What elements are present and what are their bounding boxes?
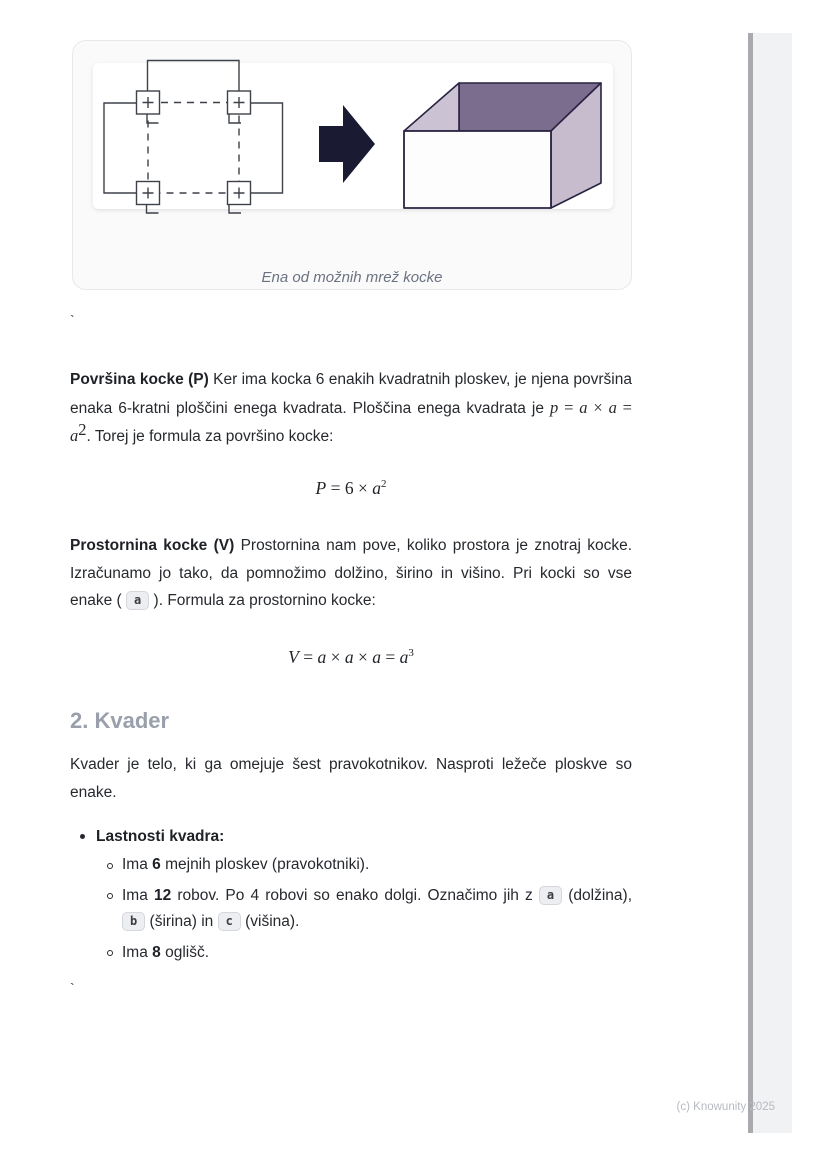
text-segment: (dolžina),: [562, 886, 633, 904]
inline-code-chip: b: [122, 912, 145, 931]
text-segment: ). Formula za prostornino kocke:: [149, 592, 376, 609]
text-segment: robov. Po 4 robovi so enako dolgi. Označimo jih z: [171, 886, 539, 904]
circle-bullet-icon: [107, 893, 113, 899]
text-segment: . Torej je formula za površino kocke:: [86, 428, 334, 445]
list-item-vertices: [70, 940, 632, 967]
text-segment: (širina) in: [145, 913, 218, 930]
paragraph-kvader-intro: [70, 751, 632, 806]
text-segment: Prostornina nam pove, koliko prostora je znotraj kocke. Izračunamo jo tako, da pomnožimo dolžino, širino in višino. Pri kocki so vse enake (: [70, 537, 633, 609]
text-segment: 12: [153, 886, 172, 904]
text-segment: Prostornina kocke (V): [70, 537, 241, 554]
text-segment: a: [70, 426, 79, 445]
superscript: 2: [78, 419, 87, 439]
formula-surface-area: [70, 476, 632, 500]
text-segment: Kvader je telo, ki ga omejuje šest pravokotnikov. Nasproti ležeče ploskve so enake.: [70, 756, 632, 801]
scrollbar-track[interactable]: [753, 33, 792, 1133]
formula-volume: [70, 645, 632, 669]
text-segment: V: [288, 647, 299, 667]
inline-code-chip: a: [539, 886, 562, 905]
section-heading-kvader: 2. Kvader: [70, 708, 170, 733]
list-item-text: [122, 944, 209, 961]
text-segment: a: [372, 478, 381, 498]
scrollbar-thumb[interactable]: [748, 33, 753, 1133]
text-segment: 8: [152, 943, 161, 961]
text-segment: Površina kocke (P): [70, 371, 214, 388]
text-segment: Ima: [122, 856, 153, 873]
figure-card: [72, 40, 632, 290]
stray-backtick: `: [70, 312, 75, 328]
text-segment: P: [315, 478, 327, 498]
circle-bullet-icon: [107, 863, 113, 869]
circle-bullet-icon: [107, 950, 113, 956]
properties-list: [70, 823, 632, 970]
superscript: 3: [408, 647, 414, 660]
bullet-icon: [80, 834, 85, 839]
text-segment: Ima: [122, 886, 154, 904]
text-segment: ×: [353, 647, 373, 667]
text-segment: oglišč.: [160, 943, 210, 961]
copyright-text: (c) Knowunity 2025: [676, 1101, 775, 1113]
text-segment: a: [344, 647, 354, 667]
text-segment: ×: [326, 647, 345, 667]
text-segment: Ima: [122, 943, 153, 961]
text-segment: =: [616, 397, 632, 417]
text-segment: Ker ima kocka 6 enakih kvadratnih ploskev, je njena površina enaka 6-kratni ploščini enega kvadrata. Ploščina enega kvadrata je: [70, 371, 632, 417]
superscript: 2: [380, 478, 387, 491]
box-front-face: [404, 131, 551, 208]
list-item-faces: [70, 852, 632, 879]
cube-net-figure: [73, 41, 633, 229]
paragraph-surface-area: [70, 366, 632, 451]
text-segment: =: [298, 647, 318, 667]
inline-code-chip: c: [218, 912, 241, 931]
scrollbar: [748, 33, 792, 1133]
text-segment: 6: [152, 856, 161, 873]
text-segment: a: [372, 647, 381, 667]
text-segment: Lastnosti kvadra:: [96, 828, 225, 845]
figure-caption: Ena od možnih mrež kocke: [261, 269, 443, 286]
list-item-text: [96, 828, 224, 845]
list-item-text: [122, 856, 369, 873]
text-segment: a: [317, 647, 327, 667]
text-segment: a: [579, 397, 588, 417]
text-segment: p: [550, 397, 559, 417]
stray-backtick: `: [70, 980, 75, 996]
text-segment: a: [608, 397, 617, 417]
list-item-edges: [70, 883, 632, 936]
text-segment: =: [380, 647, 400, 667]
text-segment: a: [399, 647, 409, 667]
list-item-properties-title: [70, 823, 632, 850]
text-segment: (višina).: [240, 913, 300, 930]
text-segment: = 6 ×: [326, 478, 373, 498]
list-item-text: [122, 887, 632, 931]
inline-code-chip: a: [126, 591, 149, 610]
text-segment: =: [558, 397, 580, 417]
text-segment: ×: [587, 397, 609, 417]
text-segment: mejnih ploskev (pravokotniki).: [160, 856, 370, 873]
paragraph-volume: [70, 532, 632, 615]
